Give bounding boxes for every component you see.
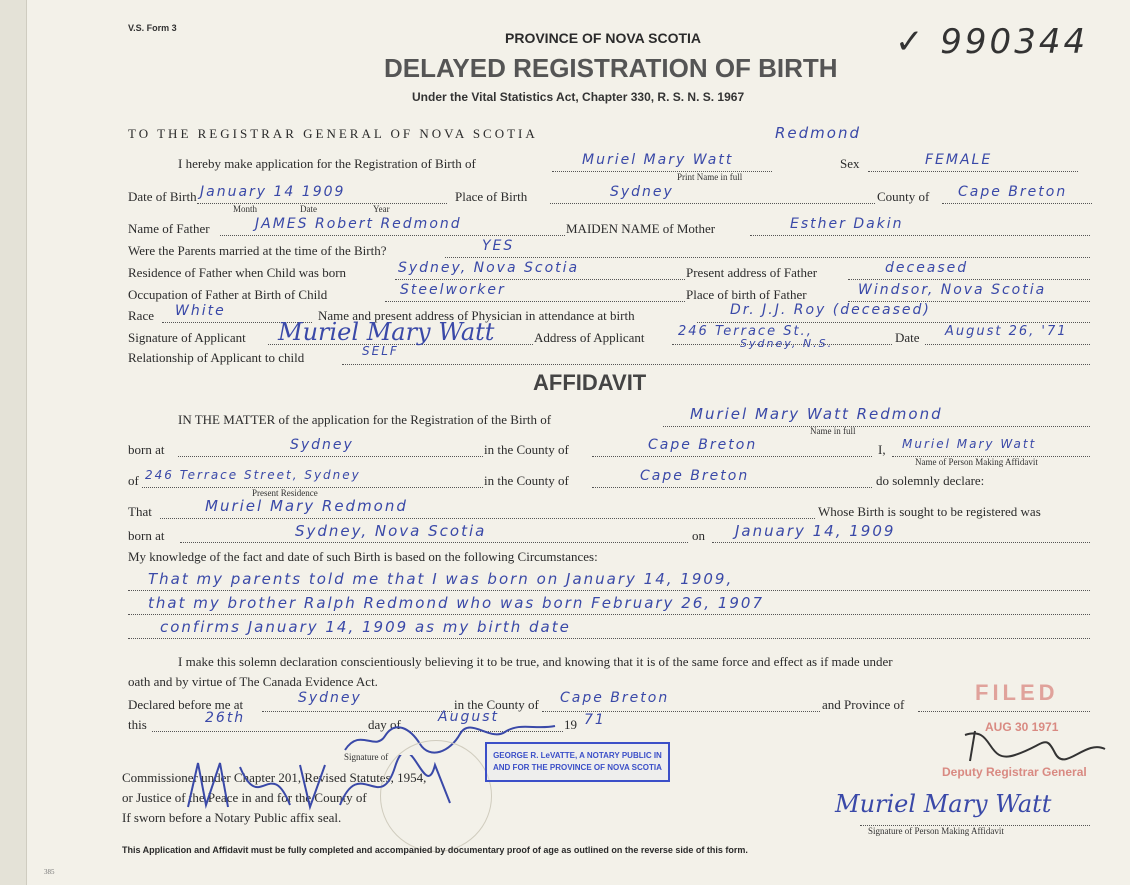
to-registrar-line: TO THE REGISTRAR GENERAL OF NOVA SCOTIA [128,126,538,141]
registrar-signature [955,725,1115,767]
applicant-address-value: 246 Terrace St., [678,324,813,339]
apply-label: I hereby make application for the Registration of Birth of [178,156,476,171]
notary-stamp-line-2: AND FOR THE PROVINCE OF NOVA SCOTIA [493,763,662,772]
year-value: 71 [584,712,606,728]
day-of-label: day of [368,717,401,732]
person-signature-caption: Signature of Person Making Affidavit [868,826,1004,836]
circumstance-line-3: confirms January 14, 1909 as my birth date [160,618,571,636]
that-label: That [128,504,152,519]
applicant-address-label: Address of Applicant [534,330,645,345]
knowledge-label: My knowledge of the fact and date of such Birth is based on the following Circumstances: [128,549,598,564]
physician-value: Dr. J.J. Roy (deceased) [730,302,931,318]
county-3-value: Cape Breton [560,690,670,706]
this-day-value: 26th [205,710,246,726]
born-at-2-label: born at [128,528,165,543]
application-date-label: Date [895,330,920,345]
province-label: and Province of [822,697,905,712]
married-value: YES [482,238,515,254]
corner-code: 385 [44,868,55,876]
pob-label: Place of Birth [455,189,528,204]
whose-birth-label: Whose Birth is sought to be registered was [818,504,1041,519]
relationship-value: SELF [362,344,399,358]
married-label: Were the Parents married at the time of the Birth? [128,243,387,258]
of-label: of [128,473,139,488]
circumstance-line-2: that my brother Ralph Redmond who was born February 26, 1907 [148,594,764,612]
residence-value: Sydney, Nova Scotia [398,260,580,276]
application-date-value: August 26, '71 [945,324,1068,339]
born-at-2-value: Sydney, Nova Scotia [295,522,487,540]
in-county-label: in the County of [484,442,569,457]
notary-seal-line: If sworn before a Notary Public affix seal. [122,810,342,825]
this-label: this [128,717,147,732]
in-county-2-label: in the County of [484,473,569,488]
father-pob-value: Windsor, Nova Scotia [858,282,1047,298]
father-pob-label: Place of birth of Father [686,287,807,302]
occupation-label: Occupation of Father at Birth of Child [128,287,328,302]
province-heading: PROVINCE OF NOVA SCOTIA [505,30,702,46]
declaration-line-1: I make this solemn declaration conscientiously believing it to be true, and knowing that it is of the same force and effect as if made under [178,654,893,669]
declarant-value: Muriel Mary Watt [902,437,1037,451]
justice-line: or Justice of the Peace in and for the County of [122,790,367,805]
born-at-value: Sydney [290,437,354,453]
name-in-full-caption: Name in full [810,426,856,436]
affidavit-heading: AFFIDAVIT [533,370,647,395]
matter-value: Muriel Mary Watt Redmond [690,405,943,423]
dob-value: January 14 1909 [200,184,346,200]
child-name-value: Muriel Mary Watt [582,152,734,168]
notary-stamp [485,742,670,782]
dob-label: Date of Birth [128,189,197,204]
of-value: 246 Terrace Street, Sydney [145,468,361,482]
sex-value: FEMALE [925,152,993,168]
date-caption: Date [300,204,317,214]
signature-of-caption: Signature of [344,752,389,762]
county-value: Cape Breton [958,184,1068,200]
notary-stamp-line-1: GEORGE R. LeVATTE, A NOTARY PUBLIC IN [493,751,662,760]
month-caption: Month [233,204,258,214]
sex-label: Sex [840,156,860,171]
child-name-correction: Redmond [775,124,861,142]
in-county-3-label: in the County of [454,697,539,712]
race-value: White [175,303,226,319]
form-title: DELAYED REGISTRATION OF BIRTH [384,53,838,83]
that-value: Muriel Mary Redmond [205,497,408,515]
father-value: JAMES Robert Redmond [255,216,462,232]
footer-note: This Application and Affidavit must be fully completed and accompanied by documentary proof of age as outlined on the reverse side of this form. [122,845,748,855]
mother-label: MAIDEN NAME of Mother [566,221,716,236]
year-caption: Year [373,204,390,214]
deputy-registrar-label: Deputy Registrar General [942,765,1087,779]
pob-value: Sydney [610,184,674,200]
filed-date-stamp: AUG 30 1971 [985,720,1059,734]
residence-label: Residence of Father when Child was born [128,265,347,280]
county-label: County of [877,189,930,204]
person-signature: Muriel Mary Watt [835,790,1052,818]
present-residence-caption: Present Residence [252,488,318,498]
present-address-value: deceased [885,260,969,276]
on-label: on [692,528,705,543]
print-name-caption: Print Name in full [677,172,743,182]
applicant-address-value-2: Sydney, N.S. [740,337,834,350]
county-value: Cape Breton [648,437,758,453]
form-subtitle: Under the Vital Statistics Act, Chapter 330, R. S. N. S. 1967 [412,90,745,104]
occupation-value: Steelworker [400,282,506,298]
form-number: V.S. Form 3 [128,23,177,33]
justice-signature [180,755,470,815]
circumstance-line-1: That my parents told me that I was born on January 14, 1909, [148,570,734,588]
commissioner-line: Commissioner under Chapter 201, Revised Statutes, 1954, [122,770,427,785]
declarant-caption: Name of Person Making Affidavit [915,457,1038,467]
declared-at-value: Sydney [298,690,362,706]
present-address-label: Present address of Father [686,265,818,280]
mother-value: Esther Dakin [790,216,904,232]
physician-label: Name and present address of Physician in attendance at birth [318,308,635,323]
county-2-value: Cape Breton [640,468,750,484]
born-at-label: born at [128,442,165,457]
registration-number: ✓ 990344 [895,22,1089,62]
day-of-value: August [438,709,499,725]
year-prefix: 19 [564,717,577,732]
declared-at-label: Declared before me at [128,697,244,712]
applicant-signature-label: Signature of Applicant [128,330,246,345]
filed-stamp: FILED [975,680,1059,705]
matter-label: IN THE MATTER of the application for the Registration of the Birth of [178,412,552,427]
relationship-label: Relationship of Applicant to child [128,350,305,365]
applicant-signature: Muriel Mary Watt [278,318,495,346]
race-label: Race [128,308,154,323]
declare-label: do solemnly declare: [876,473,985,488]
i-label: I, [878,442,886,457]
father-label: Name of Father [128,221,210,236]
on-value: January 14, 1909 [735,522,896,540]
declaration-line-2: oath and by virtue of The Canada Evidence Act. [128,674,378,689]
